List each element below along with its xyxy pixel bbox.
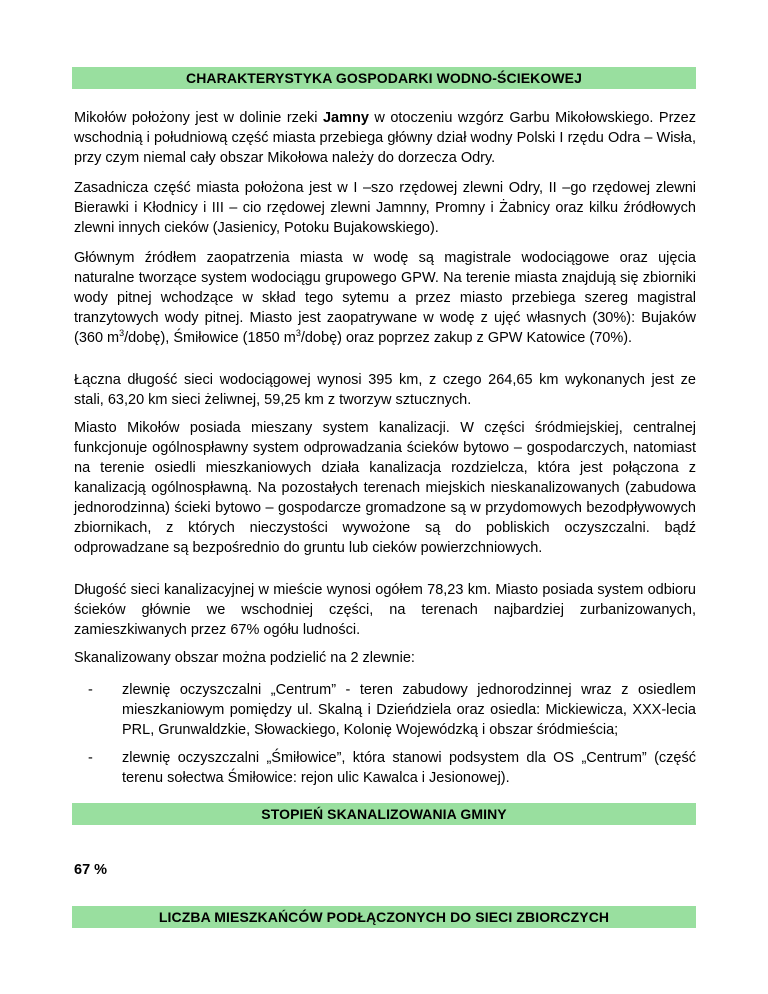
list-dash: - — [88, 682, 93, 698]
p1-text-before: Mikołów położony jest w dolinie rzeki — [74, 110, 323, 126]
p3-text-a: Głównym źródłem zaopatrzenia miasta w wodę są magistrale wodociągowe oraz ujęcia naturalne tworzące system wodociągu grupowego GPW. Na terenie miasta znajdują się zbiorniki wody pitnej wchodzące w skład tego sytemu a przez miasto przebiega szereg magistral tranzytowych wody pitnej. Miasto jest zaopatrywane w wodę z ujęć własnych (30%): Bujaków (360 m — [74, 250, 696, 346]
p6-text: Długość sieci kanalizacyjnej w mieście wynosi ogółem 78,23 km. Miasto posiada system odbioru ścieków głównie we wschodniej części, na terenach najbardziej zurbanizowanych, zamieszkiwanych przez 67% ogółu ludności. — [74, 582, 696, 638]
p3-text-c: /dobę) oraz poprzez zakup z GPW Katowice (70%). — [300, 330, 633, 346]
p3-sup-1: 3 — [119, 328, 125, 339]
paragraph-sewage-length — [74, 580, 696, 640]
paragraph-location — [74, 108, 696, 168]
p3-sup-2: 3 — [295, 328, 301, 339]
list-item-text: zlewnię oczyszczalni „Śmiłowice”, która stanowi podsystem dla OS „Centrum” (część terenu sołectwa Śmiłowice: rejon ulic Kawalca i Jesionowej). — [122, 750, 696, 786]
paragraph-water-supply — [74, 248, 696, 348]
p2-text: Zasadnicza część miasta położona jest w I –szo rzędowej zlewni Odry, II –go rzędowej zlewni Bierawki i Kłodnicy i III – cio rzędowej zlewni Jamnny, Promny i Żabnicy oraz kilku źródłowych zlewni innych cieków (Jasienicy, Potoku Bujakowskiego). — [74, 180, 696, 236]
list-item-text: zlewnię oczyszczalni „Centrum” - teren zabudowy jednorodzinnej wraz z osiedlem mieszkaniowym pomiędzy ul. Skalną i Dzieńdziela oraz osiedla: Mickiewicza, XXX-lecia PRL, Grunwaldzkie, Słowackiego, Kolonię Wojewódzką i obszar śródmieścia; — [122, 682, 696, 738]
section-heading-sewerage-level: STOPIEŃ SKANALIZOWANIA GMINY — [72, 803, 696, 825]
catchment-list-2 — [74, 748, 696, 788]
paragraph-sewage-system — [74, 418, 696, 558]
p1-text-after: w otoczeniu wzgórz Garbu Mikołowskiego. Przez wschodnią i południową część miasta przebiega główny dział wodny Polski I rzędu Odra – Wisła, przy czym niemal cały obszar Mikołowa należy do dorzecza Odry. — [74, 110, 696, 166]
list-item — [74, 748, 696, 788]
section-heading-water-sewage: CHARAKTERYSTYKA GOSPODARKI WODNO-ŚCIEKOWEJ — [72, 67, 696, 89]
sewerage-percent — [74, 860, 696, 880]
paragraph-water-network-length — [74, 370, 696, 410]
percent-value: 67 % — [74, 862, 108, 878]
paragraph-catchment-intro — [74, 648, 696, 668]
paragraph-catchments — [74, 178, 696, 238]
list-dash: - — [88, 750, 93, 766]
p3-text-b: /dobę), Śmiłowice (1850 m — [124, 330, 296, 346]
list-item — [74, 680, 696, 740]
p7-text: Skanalizowany obszar można podzielić na 2 zlewnie: — [74, 650, 415, 666]
p5-text: Miasto Mikołów posiada mieszany system kanalizacji. W części śródmiejskiej, centralnej funkcjonuje ogólnospławny system odprowadzania ścieków bytowo – gospodarczych, natomiast na terenie osiedli mieszkaniowych działa kanalizacja rozdzielcza, która jest połączona z kanalizacją ogólnospławną. Na pozostałych terenach miejskich nieskanalizowanych (zabudowa jednorodzinna) ścieki bytowo – gospodarcze gromadzone są w przydomowych bezodpływowych zbiornikach, z których nieczystości wywożone są do pobliskich oczyszczalni. bądź odprowadzane są bezpośrednio do gruntu lub cieków powierzchniowych. — [74, 420, 696, 556]
catchment-list — [74, 680, 696, 740]
section-heading-connected-residents: LICZBA MIESZKAŃCÓW PODŁĄCZONYCH DO SIECI ZBIORCZYCH — [72, 906, 696, 928]
river-name: Jamny — [322, 110, 369, 126]
p4-text: Łączna długość sieci wodociągowej wynosi 395 km, z czego 264,65 km wykonanych jest ze stali, 63,20 km sieci żeliwnej, 59,25 km z tworzyw sztucznych. — [74, 372, 696, 408]
